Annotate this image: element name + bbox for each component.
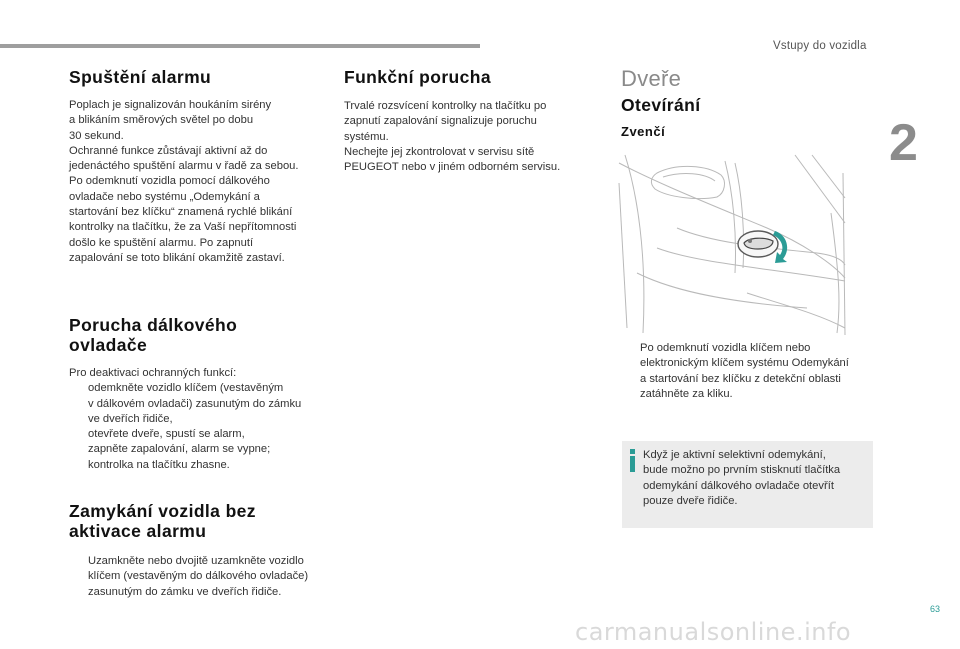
- text-line: Nechejte jej zkontrolovat v servisu sítě: [344, 145, 535, 158]
- info-text: [643, 448, 865, 509]
- door-handle-icon: [738, 231, 778, 257]
- intro-text: Pro deaktivaci ochranných funkcí:: [69, 367, 237, 379]
- text-line: zapněte zapalování, alarm se vypne;: [88, 443, 271, 456]
- outside-heading: Zvenčí: [621, 124, 666, 139]
- text-line: bude možno po prvním stisknutí tlačítka: [643, 464, 841, 477]
- fault-text: [344, 99, 604, 175]
- bullet-item: [69, 427, 339, 442]
- header-rule: [0, 44, 480, 48]
- text-line: Ochranné funkce zůstávají aktivní až do: [69, 144, 268, 157]
- remote-title-line2: ovladače: [69, 335, 148, 355]
- text-line: elektronickým klíčem systému Odemykání: [640, 357, 849, 370]
- text-line: zapnutí zapalování signalizuje poruchu: [344, 115, 537, 128]
- text-line: Po odemknutí vozidla pomocí dálkového: [69, 175, 270, 188]
- text-line: kontrolky na tlačítku, že za Vaší nepřítomnosti: [69, 221, 297, 234]
- text-line: startování bez klíčku“ znamená rychlé blikání: [69, 206, 293, 219]
- alarm-title: Spuštění alarmu: [69, 67, 212, 87]
- text-line: odemkněte vozidlo klíčem (vestavěným: [88, 382, 284, 395]
- text-line: a blikáním směrových světel po dobu: [69, 114, 254, 127]
- outside-instruction: [621, 341, 881, 402]
- bullet-item: [69, 442, 339, 473]
- text-line: ve dveřích řidiče,: [88, 412, 173, 425]
- text-line: odemykání dálkového ovladače otevřít: [643, 479, 834, 492]
- remote-text: [69, 366, 339, 473]
- text-line: Když je aktivní selektivní odemykání,: [643, 449, 826, 461]
- text-line: zasunutým do zámku ve dveřích řidiče.: [88, 585, 282, 598]
- page-number: 63: [930, 604, 941, 614]
- door-handle-illustration: [617, 153, 847, 335]
- text-line: Poplach je signalizován houkáním sirény: [69, 99, 272, 111]
- bullet-item: [621, 341, 881, 402]
- info-icon: [627, 449, 638, 472]
- text-line: PEUGEOT nebo v jiném odborném servisu.: [344, 161, 561, 174]
- alarm-section: [69, 67, 339, 266]
- text-line: systému.: [344, 130, 389, 143]
- text-line: jedenáctého spuštění alarmu v řadě za sebou.: [69, 160, 299, 173]
- text-line: otevřete dveře, spustí se alarm,: [88, 428, 245, 441]
- fault-title: Funkční porucha: [344, 67, 491, 87]
- text-line: Po odemknutí vozidla klíčem nebo: [640, 342, 811, 354]
- text-line: pouze dveře řidiče.: [643, 494, 738, 507]
- lock-title-line2: aktivace alarmu: [69, 521, 207, 541]
- fault-section: [344, 67, 604, 175]
- text-line: klíčem (vestavěným do dálkového ovladače): [88, 570, 309, 583]
- bullet-item: [69, 381, 339, 427]
- bullet-item: [69, 554, 339, 600]
- opening-heading: Otevírání: [621, 95, 701, 115]
- lock-title-line1: Zamykání vozidla bez: [69, 501, 256, 521]
- lock-section: [69, 501, 339, 600]
- lock-text: [69, 554, 339, 600]
- text-line: Trvalé rozsvícení kontrolky na tlačítku po: [344, 100, 547, 112]
- text-line: 30 sekund.: [69, 129, 124, 142]
- section-title: Vstupy do vozidla: [773, 40, 867, 52]
- text-line: zatáhněte za kliku.: [640, 387, 733, 400]
- text-line: v dálkovém ovladači) zasunutým do zámku: [88, 397, 302, 410]
- remote-section: [69, 315, 339, 473]
- watermark: carmanualsonline.info: [575, 618, 852, 646]
- alarm-text: [69, 98, 339, 266]
- text-line: došlo ke spuštění alarmu. Po zapnutí: [69, 236, 254, 249]
- chapter-number: 2: [889, 114, 918, 172]
- text-line: Uzamkněte nebo dvojitě uzamkněte vozidlo: [88, 555, 304, 567]
- text-line: zapalování se toto blikání okamžitě zastaví.: [69, 251, 285, 264]
- info-box: [622, 441, 873, 528]
- remote-title-line1: Porucha dálkového: [69, 315, 238, 335]
- text-line: a startování bez klíčku z detekční oblasti: [640, 372, 841, 385]
- text-line: kontrolka na tlačítku zhasne.: [88, 458, 230, 471]
- text-line: ovladače nebo systému „Odemykání a: [69, 190, 260, 203]
- doors-heading: Dveře: [621, 66, 682, 91]
